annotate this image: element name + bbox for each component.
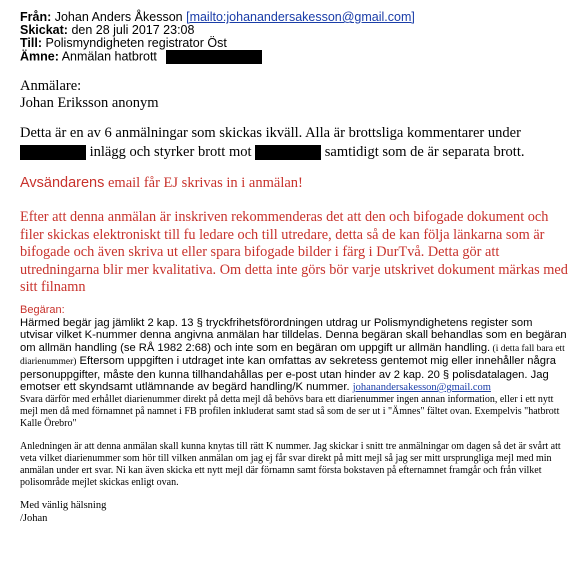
warning-line (20, 175, 568, 192)
reply-note (20, 394, 568, 430)
sent-label: Skickat: (20, 23, 68, 37)
to-value: Polismyndigheten registrator Öst (45, 36, 227, 50)
warning-sender-word: Avsändarens (20, 175, 105, 191)
intro-line-1: Detta är en av 6 anmälningar som skickas ikväll. Alla är brottsliga kommentarer under (20, 125, 521, 141)
closing-signature: /Johan (20, 513, 48, 524)
reporter-block (20, 78, 568, 112)
subject-value: Anmälan hatbrott (61, 49, 157, 64)
reporter-label: Anmälare: (20, 78, 82, 94)
from-name: Johan Anders Åkesson (54, 10, 183, 24)
request-small-note: (i detta fall bara ett diarienummer) (20, 343, 565, 367)
to-label: Till: (20, 36, 42, 50)
request-email-link[interactable]: johanandersakesson@gmail.com (352, 382, 491, 393)
connection-note (20, 441, 568, 489)
request-text (20, 317, 568, 395)
request-part-1: Härmed begär jag jämlikt 2 kap. 13 § tryckfrihetsförordningen utdrag ur Polismyndighetens register som utvisar vilket K-nummer denna angivna anmälan har tilldelas. Denna begäran skall behandlas som en begäran om allmän handling (se RÅ 1982 2:68) och inte som en begäran om uppgift ur allmän handling. (20, 316, 567, 354)
connection-note-text: Anledningen är att denna anmälan skall kunna knytas till rätt K nummer. Jag skickar i snitt tre anmälningar om dagen så det är svårt att veta vilket diarienummer som hör till vilken anmälan om jag ej får svar direkt på mitt mejl så jag ser mitt ursprungliga mejl med min anmälan under ert svar. Ni kan även skicka ett nytt mejl där förnamn samt första bokstaven på efternamnet framgår och från vilket polisområde mejlet skickas enligt ovan. (20, 441, 561, 488)
intro-line-2 (20, 143, 568, 162)
closing-greeting: Med vänlig hälsning (20, 500, 107, 511)
intro-part-3: samtidigt som de är separata brott. (324, 144, 525, 160)
redacted-page (20, 145, 86, 160)
recommendation-text: Efter att denna anmälan är inskriven rekommenderas det att den och bifogade dokument och filer skickas elektroniskt till fu ledare och till utredare, detta så de kan följa länkarna som är bifogade och även skriva ut eller spara bifogade bilder i färg i DurTvå. Detta gör att utredningarna blir mer kvalitativa. Om detta inte görs bör varje utskrivet dokument märkas med sitt filnamn (20, 209, 568, 295)
subject-label: Ämne: (20, 49, 59, 64)
sent-value: den 28 juli 2017 23:08 (71, 23, 195, 37)
recommendation-paragraph (20, 209, 568, 297)
reporter-name: Johan Eriksson anonym (20, 95, 159, 111)
from-email-link[interactable]: [mailto:johanandersakesson@gmail.com] (186, 10, 415, 24)
intro-paragraph (20, 124, 568, 162)
closing-block (20, 499, 568, 525)
subject-row (20, 50, 262, 64)
from-label: Från: (20, 10, 52, 24)
redacted-person (255, 145, 321, 160)
request-block (20, 304, 568, 395)
request-part-2: Eftersom uppgiften i utdraget inte kan omfattas av sekretess gentemot mig eller innehåller några personuppgifter, måste den kunna tillhandahållas per e-post utan hinder av 2 kap. 20 § polisdatalagen. Jag emotser ett skyndsamt utlämnande av begärd handling/K nummer. (20, 355, 556, 393)
redacted-subject (166, 50, 262, 64)
warning-rest: email får EJ skrivas in i anmälan! (104, 175, 303, 191)
reply-note-text: Svara därför med erhållet diarienummer direkt på detta mejl då behövs bara ett diarienummer ingen annan information, eller i ett nytt mejl men då med förnamnet på namnet i FB profilen inkluderat samt stad så som de ser ut i "Ämnes" fältet ovan. Exempelvis "hatbrott Kalle Örebro" (20, 394, 560, 429)
intro-part-2: inlägg och styrker brott mot (89, 144, 252, 160)
request-label: Begäran: (20, 304, 65, 316)
